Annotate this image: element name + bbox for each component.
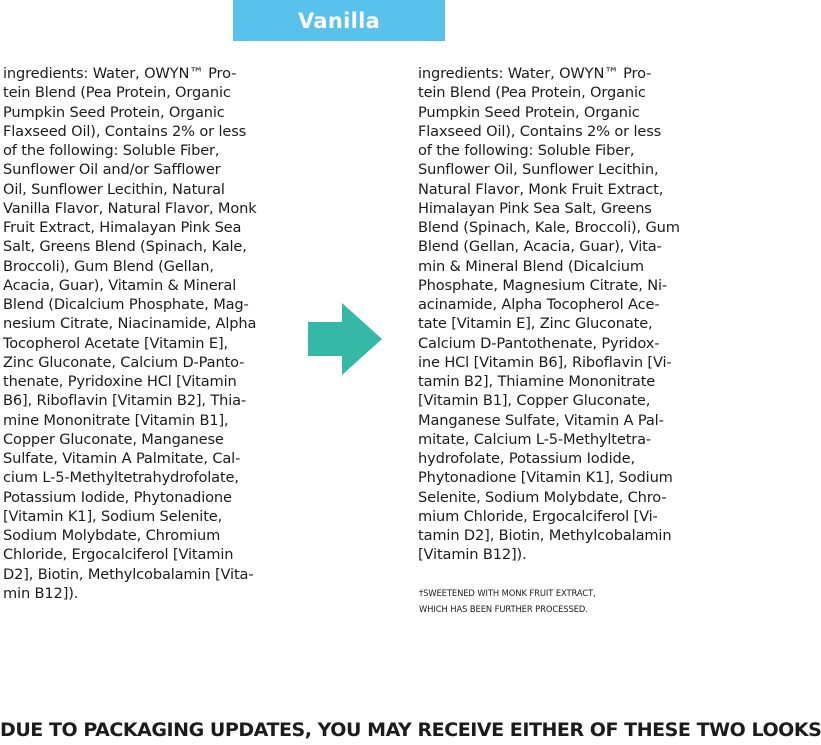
new-ingredients-text: ingredients: Water, OWYN™ Pro- tein Blend (Pea Protein, Organic Pumpkin Seed Protein, Organic Flaxseed Oil), Contains 2% or less of the following: Soluble Fiber, Sunflower Oil, Sunflower Lecithin, Natural Flavor, Monk Fruit Extract, Himalayan Pink Sea Salt, Greens Blend (Spinach, Kale, Broccoli), Gum Blend (Gellan, Acacia, Guar), Vita- min & Mineral Blend (Dicalcium Phosphate, Magnesium Citrate, Ni- acinamide, Alpha Tocopherol Ace- tate [Vitamin E], Zinc Gluconate, Calcium D-Pantothenate, Pyridox- ine HCl [Vitamin B6], Riboflavin [Vi- tamin B2], Thiamine Mononitrate [Vitamin B1], Copper Gluconate, Manganese Sulfate, Vitamin A Pal- mitate, Calcium L-5-Methyltetra- hydrofolate, Potassium Iodide, Phytonadione [Vitamin K1], Sodium Selenite, Sodium Molybdate, Chro- mium Chloride, Ergocalciferol [Vi- tamin D2], Biotin, Methylcobalamin [Vitamin B12]).: [418, 65, 680, 564]
flavor-tab: [233, 0, 445, 41]
flavor-label: Vanilla: [297, 8, 381, 33]
packaging-notice: DUE TO PACKAGING UPDATES, YOU MAY RECEIVE EITHER OF THESE TWO LOOKS: [0, 719, 821, 741]
old-ingredients-text: ingredients: Water, OWYN™ Pro- tein Blend (Pea Protein, Organic Pumpkin Seed Protein, Organic Flaxseed Oil), Contains 2% or less of the following: Soluble Fiber, Sunflower Oil and/or Safflower Oil, Sunflower Lecithin, Natural Vanilla Flavor, Natural Flavor, Monk Fruit Extract, Himalayan Pink Sea Salt, Greens Blend (Spinach, Kale, Broccoli), Gum Blend (Gellan, Acacia, Guar), Vitamin & Mineral Blend (Dicalcium Phosphate, Mag- nesium Citrate, Niacinamide, Alpha Tocopherol Acetate [Vitamin E], Zinc Gluconate, Calcium D-Panto- thenate, Pyridoxine HCl [Vitamin B6], Riboflavin [Vitamin B2], Thia- mine Mononitrate [Vitamin B1], Copper Gluconate, Manganese Sulfate, Vitamin A Palmitate, Cal- cium L-5-Methyltetrahydrofolate, Potassium Iodide, Phytonadione [Vitamin K1], Sodium Selenite, Sodium Molybdate, Chromium Chloride, Ergocalciferol [Vitamin D2], Biotin, Methylcobalamin [Vita- min B12]).: [3, 65, 257, 602]
sweetener-footnote: †SWEETENED WITH MONK FRUIT EXTRACT, WHICH HAS BEEN FURTHER PROCESSED.: [419, 588, 596, 614]
arrow-right-icon: [308, 303, 382, 375]
